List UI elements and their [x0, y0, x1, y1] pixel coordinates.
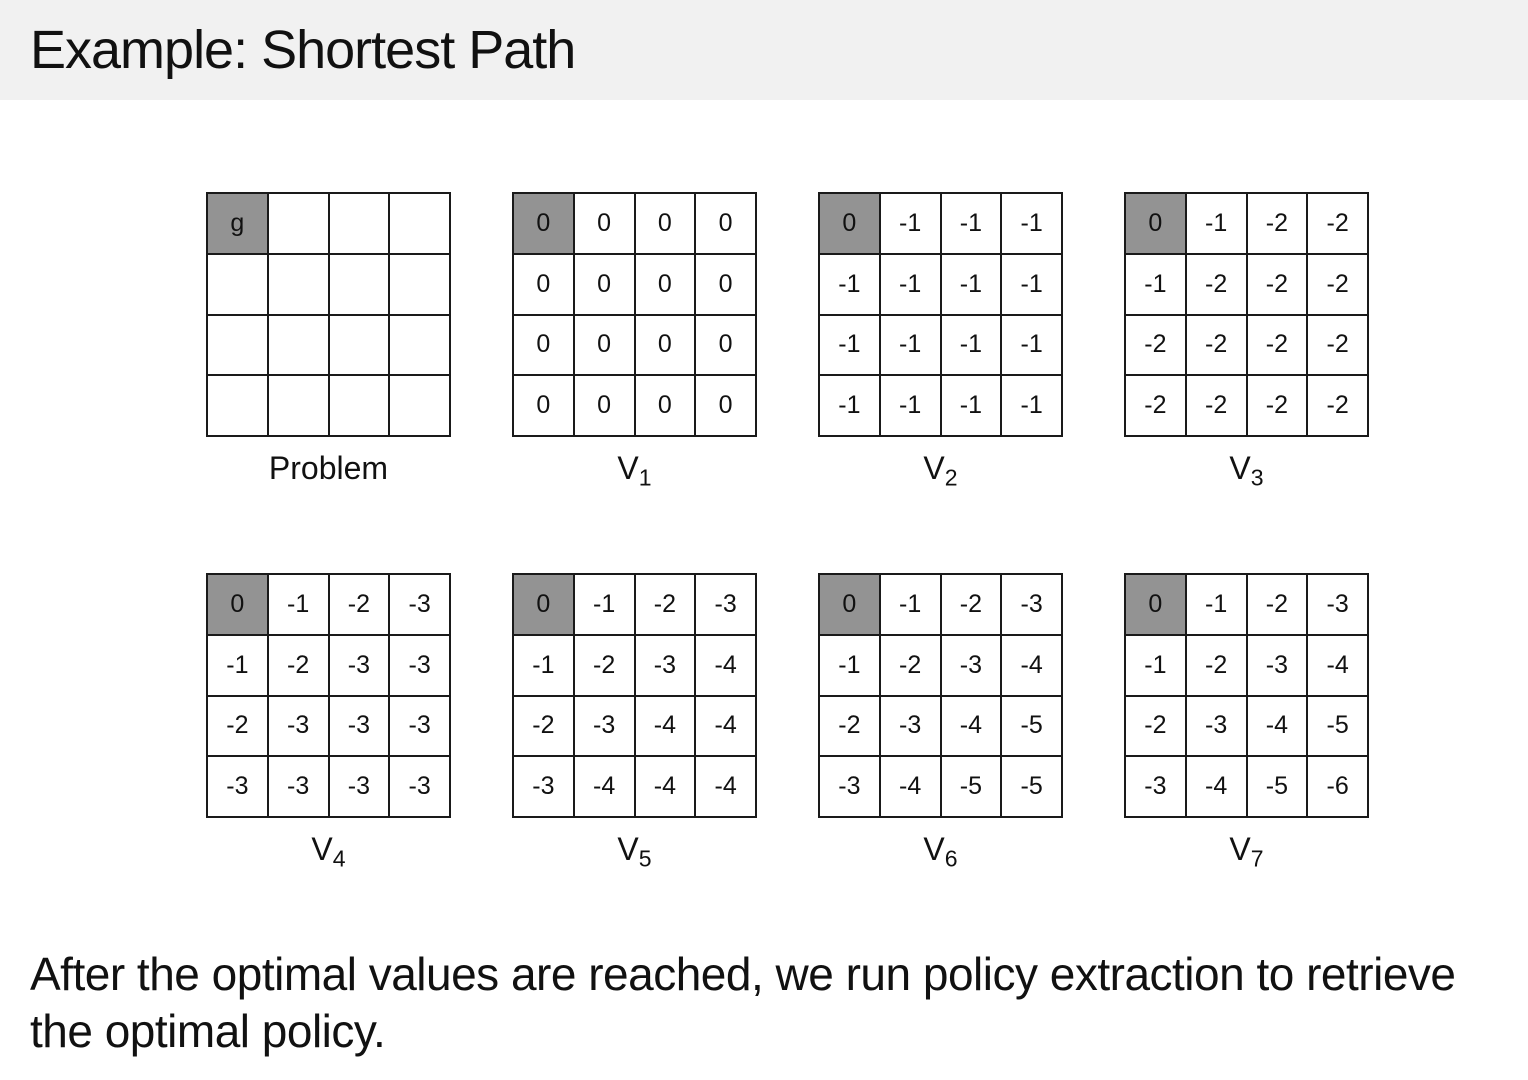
goal-cell: 0 — [819, 574, 880, 635]
grid-cell: -3 — [268, 696, 329, 757]
grid-cell: -2 — [268, 635, 329, 696]
grid-cell: -3 — [329, 635, 390, 696]
grid-cell: -4 — [695, 756, 756, 817]
grid-cell: -2 — [1247, 375, 1308, 436]
grid-cell — [207, 254, 268, 315]
grid-cell — [268, 254, 329, 315]
grid-label-subscript: 4 — [332, 845, 346, 872]
grid-block-v7 — [1124, 573, 1369, 872]
grid-cell: -2 — [1247, 254, 1308, 315]
grid-cell: -2 — [574, 635, 635, 696]
grid-cell: -4 — [695, 635, 756, 696]
grid-cell: -5 — [941, 756, 1002, 817]
grid-cell: -3 — [635, 635, 696, 696]
grid-v5 — [512, 573, 757, 818]
footer-text — [30, 946, 1510, 1060]
grid-cell: -1 — [1125, 635, 1186, 696]
grid-cell: -4 — [941, 696, 1002, 757]
grid-label-subscript: 7 — [1250, 845, 1264, 872]
grid-cell: -2 — [1247, 574, 1308, 635]
grid-cell — [329, 254, 390, 315]
grid-cell: -1 — [880, 375, 941, 436]
grid-cell: 0 — [513, 375, 574, 436]
grid-cell — [329, 315, 390, 376]
grid-cell: 0 — [574, 254, 635, 315]
goal-cell: g — [207, 193, 268, 254]
grid-cell: 0 — [635, 193, 696, 254]
grid-cell: -3 — [268, 756, 329, 817]
grid-cell: -2 — [329, 574, 390, 635]
grid-cell: -2 — [819, 696, 880, 757]
grid-cell: -1 — [941, 375, 1002, 436]
grid-cell: -4 — [1307, 635, 1368, 696]
grid-cell: 0 — [513, 254, 574, 315]
grid-cell: -3 — [329, 756, 390, 817]
grid-label-subscript: 5 — [638, 845, 652, 872]
grid-cell — [207, 315, 268, 376]
grid-block-v1 — [512, 192, 757, 491]
grid-cell: -2 — [1307, 315, 1368, 376]
grid-label-subscript: 3 — [1250, 464, 1264, 491]
grid-cell: -4 — [635, 696, 696, 757]
grid-cell: -2 — [1247, 315, 1308, 376]
grid-cell: -2 — [1125, 696, 1186, 757]
grid-cell: -2 — [1186, 375, 1247, 436]
grid-cell: -3 — [880, 696, 941, 757]
grid-cell: -1 — [819, 375, 880, 436]
grid-label-v3: $V_3$ — [1229, 450, 1264, 491]
grid-block-v3 — [1124, 192, 1369, 491]
grid-cell: -3 — [1125, 756, 1186, 817]
grid-cell: -2 — [1307, 375, 1368, 436]
grid-label-v1: $V_1$ — [617, 450, 652, 491]
grid-cell: -3 — [207, 756, 268, 817]
grid-cell: -1 — [819, 315, 880, 376]
grid-label-v4: $V_4$ — [311, 831, 346, 872]
grid-cell: -3 — [513, 756, 574, 817]
grid-cell — [389, 193, 450, 254]
grid-v4 — [206, 573, 451, 818]
grid-cell: -1 — [819, 254, 880, 315]
goal-cell: 0 — [513, 574, 574, 635]
grid-cell: -3 — [389, 635, 450, 696]
goal-cell: 0 — [207, 574, 268, 635]
goal-cell: 0 — [819, 193, 880, 254]
grid-row-bottom — [206, 573, 1369, 872]
grid-block-v5 — [512, 573, 757, 872]
grid-label-v5: $V_5$ — [617, 831, 652, 872]
grid-problem — [206, 192, 451, 437]
grid-cell: -3 — [695, 574, 756, 635]
grid-v7 — [1124, 573, 1369, 818]
grid-cell: -1 — [1001, 254, 1062, 315]
grid-v1 — [512, 192, 757, 437]
goal-cell: 0 — [513, 193, 574, 254]
grid-cell: -5 — [1307, 696, 1368, 757]
grid-v3 — [1124, 192, 1369, 437]
grid-cell: -4 — [695, 696, 756, 757]
grid-cell: -2 — [1186, 315, 1247, 376]
grid-cell: -2 — [1247, 193, 1308, 254]
grid-cell: -6 — [1307, 756, 1368, 817]
grid-cell — [268, 315, 329, 376]
grid-row-top — [206, 192, 1369, 491]
grid-cell — [268, 193, 329, 254]
grid-cell: 0 — [574, 315, 635, 376]
grid-v6 — [818, 573, 1063, 818]
grid-cell: 0 — [513, 315, 574, 376]
grid-cell: -3 — [389, 574, 450, 635]
grid-cell: -3 — [389, 756, 450, 817]
grid-cell: -3 — [574, 696, 635, 757]
grid-cell: 0 — [635, 375, 696, 436]
grid-cell: -2 — [1125, 375, 1186, 436]
grid-label-v6: $V_6$ — [923, 831, 958, 872]
grid-block-v4 — [206, 573, 451, 872]
footer-line-1: After the optimal values are reached, we run policy extraction to retrieve — [30, 948, 1456, 1000]
grid-cell: -1 — [819, 635, 880, 696]
grid-cell — [329, 375, 390, 436]
grid-label-subscript: 6 — [944, 845, 958, 872]
grid-cell: -3 — [1001, 574, 1062, 635]
grid-cell — [329, 193, 390, 254]
title-bar — [0, 0, 1528, 100]
grid-cell: -1 — [880, 193, 941, 254]
grid-cell: 0 — [695, 375, 756, 436]
grid-cell — [389, 315, 450, 376]
grid-cell: -2 — [941, 574, 1002, 635]
grid-block-v6 — [818, 573, 1063, 872]
footer-line-2: the optimal policy. — [30, 1005, 386, 1057]
grid-cell: -3 — [819, 756, 880, 817]
grid-cell: -4 — [574, 756, 635, 817]
grid-cell — [389, 254, 450, 315]
grid-cell: -1 — [574, 574, 635, 635]
grid-cell: -2 — [635, 574, 696, 635]
grid-cell: -4 — [1001, 635, 1062, 696]
grid-cell — [207, 375, 268, 436]
grid-cell: 0 — [635, 315, 696, 376]
grid-label-subscript: 2 — [944, 464, 958, 491]
grid-cell: -1 — [1001, 193, 1062, 254]
grid-cell: -1 — [941, 193, 1002, 254]
grid-cell: -1 — [880, 574, 941, 635]
grid-cell: -3 — [329, 696, 390, 757]
grid-cell: 0 — [635, 254, 696, 315]
grid-cell: -2 — [513, 696, 574, 757]
grid-cell: 0 — [695, 193, 756, 254]
grid-cell: -1 — [941, 254, 1002, 315]
grid-cell: -1 — [1001, 315, 1062, 376]
grid-label-subscript: 1 — [638, 464, 652, 491]
grid-cell: -4 — [1186, 756, 1247, 817]
goal-cell: 0 — [1125, 574, 1186, 635]
grid-cell: -3 — [1307, 574, 1368, 635]
grid-cell: 0 — [695, 254, 756, 315]
grid-cell: -2 — [1186, 254, 1247, 315]
grid-cell: -5 — [1001, 696, 1062, 757]
grid-v2 — [818, 192, 1063, 437]
grid-cell: -1 — [1186, 193, 1247, 254]
grid-cell: -5 — [1247, 756, 1308, 817]
grid-cell: -1 — [268, 574, 329, 635]
grid-cell: -4 — [880, 756, 941, 817]
grid-block-v2 — [818, 192, 1063, 491]
grid-cell: -3 — [941, 635, 1002, 696]
slide-title: Example: Shortest Path — [30, 20, 576, 80]
grid-cell: 0 — [574, 375, 635, 436]
grid-cell — [268, 375, 329, 436]
grid-cell: -1 — [513, 635, 574, 696]
grid-cell: -2 — [1307, 254, 1368, 315]
grid-label-v2: $V_2$ — [923, 450, 958, 491]
grid-cell: -1 — [207, 635, 268, 696]
grid-cell: -1 — [880, 315, 941, 376]
grid-label-problem: Problem — [268, 450, 389, 486]
grid-cell: -1 — [1186, 574, 1247, 635]
grid-label-v7: $V_7$ — [1229, 831, 1264, 872]
grid-cell: -2 — [880, 635, 941, 696]
grid-cell — [389, 375, 450, 436]
grid-cell: -3 — [1186, 696, 1247, 757]
grid-cell: -1 — [1001, 375, 1062, 436]
grid-cell: -2 — [1186, 635, 1247, 696]
grid-cell: -1 — [1125, 254, 1186, 315]
grid-cell: -2 — [207, 696, 268, 757]
grid-cell: -4 — [1247, 696, 1308, 757]
grid-block-problem — [206, 192, 451, 485]
grid-cell: -2 — [1125, 315, 1186, 376]
grid-cell: -2 — [1307, 193, 1368, 254]
goal-cell: 0 — [1125, 193, 1186, 254]
grid-cell: 0 — [695, 315, 756, 376]
grid-cell: -3 — [389, 696, 450, 757]
grid-cell: -4 — [635, 756, 696, 817]
grid-cell: -1 — [941, 315, 1002, 376]
grid-cell: 0 — [574, 193, 635, 254]
grid-cell: -5 — [1001, 756, 1062, 817]
grid-cell: -1 — [880, 254, 941, 315]
grid-cell: -3 — [1247, 635, 1308, 696]
